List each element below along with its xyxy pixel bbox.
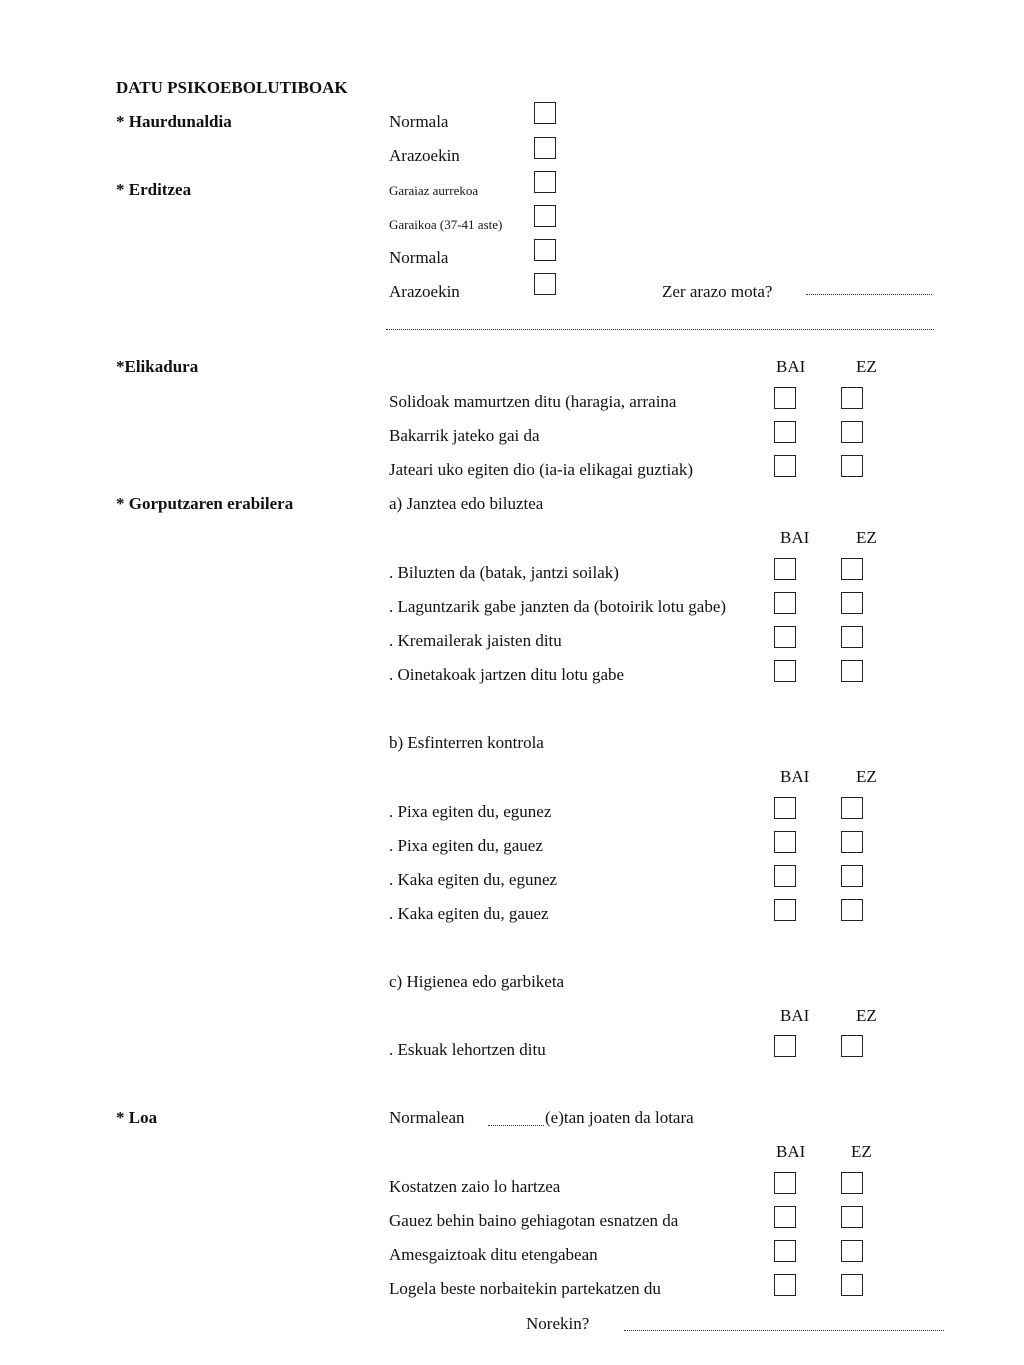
higienea-bai-header: BAI xyxy=(780,1006,810,1025)
loa-item-2-bai-checkbox[interactable] xyxy=(774,1206,796,1228)
loa-item-4-ez-checkbox[interactable] xyxy=(841,1274,863,1296)
problem-type-continuation-line[interactable] xyxy=(386,329,934,330)
loa-item-3-ez-checkbox[interactable] xyxy=(841,1240,863,1262)
elikadura-label: *Elikadura xyxy=(116,357,199,376)
esfinter-item: . Kaka egiten du, egunez xyxy=(389,870,558,889)
esfinter-item-3-bai-checkbox[interactable] xyxy=(774,865,796,887)
haurdunaldia-normala-checkbox[interactable] xyxy=(534,102,556,124)
janztea-item-3-bai-checkbox[interactable] xyxy=(774,626,796,648)
esfinter-item-1-ez-checkbox[interactable] xyxy=(841,797,863,819)
loa-item: Amesgaiztoak ditu etengabean xyxy=(389,1245,598,1264)
loa-item-2-ez-checkbox[interactable] xyxy=(841,1206,863,1228)
higienea-item-1-ez-checkbox[interactable] xyxy=(841,1035,863,1057)
esfinter-item: . Pixa egiten du, egunez xyxy=(389,802,552,821)
elikadura-item-3-ez-checkbox[interactable] xyxy=(841,455,863,477)
erditzea-garaikoa-checkbox[interactable] xyxy=(534,205,556,227)
esfinter-bai-header: BAI xyxy=(780,767,810,786)
with-whom-answer-line[interactable] xyxy=(624,1330,944,1331)
higienea-item: . Eskuak lehortzen ditu xyxy=(389,1040,546,1059)
problem-type-question: Zer arazo mota? xyxy=(662,282,773,301)
haurdunaldia-option-normala: Normala xyxy=(389,112,449,131)
loa-item: Kostatzen zaio lo hartzea xyxy=(389,1177,561,1196)
janztea-bai-header: BAI xyxy=(780,528,810,547)
elikadura-item-2-ez-checkbox[interactable] xyxy=(841,421,863,443)
erditzea-option-arazoekin: Arazoekin xyxy=(389,282,460,301)
elikadura-bai-header: BAI xyxy=(776,357,806,376)
janztea-subtitle: a) Janztea edo biluztea xyxy=(389,494,544,513)
erditzea-garaiaz-aurrekoa-checkbox[interactable] xyxy=(534,171,556,193)
janztea-item-2-ez-checkbox[interactable] xyxy=(841,592,863,614)
erditzea-option-garaikoa: Garaikoa (37-41 aste) xyxy=(389,217,503,232)
erditzea-normala-checkbox[interactable] xyxy=(534,239,556,261)
esfinter-item-4-ez-checkbox[interactable] xyxy=(841,899,863,921)
esfinter-item-3-ez-checkbox[interactable] xyxy=(841,865,863,887)
erditzea-option-garaiaz-aurrekoa: Garaiaz aurrekoa xyxy=(389,183,479,198)
page-title: DATU PSIKOEBOLUTIBOAK xyxy=(116,78,348,97)
janztea-item-1-ez-checkbox[interactable] xyxy=(841,558,863,580)
janztea-ez-header: EZ xyxy=(856,528,877,547)
problem-type-answer-line[interactable] xyxy=(806,294,932,295)
higienea-ez-header: EZ xyxy=(856,1006,877,1025)
elikadura-item: Jateari uko egiten dio (ia-ia elikagai guztiak) xyxy=(389,460,693,479)
esfinter-subtitle: b) Esfinterren kontrola xyxy=(389,733,544,752)
janztea-item-4-ez-checkbox[interactable] xyxy=(841,660,863,682)
erditzea-label: * Erditzea xyxy=(116,180,192,199)
janztea-item: . Biluzten da (batak, jantzi soilak) xyxy=(389,563,619,582)
loa-label: * Loa xyxy=(116,1108,158,1127)
loa-item-3-bai-checkbox[interactable] xyxy=(774,1240,796,1262)
esfinter-item-4-bai-checkbox[interactable] xyxy=(774,899,796,921)
loa-normally-prefix: Normalean xyxy=(389,1108,465,1127)
janztea-item-2-bai-checkbox[interactable] xyxy=(774,592,796,614)
loa-bai-header: BAI xyxy=(776,1142,806,1161)
loa-item-4-bai-checkbox[interactable] xyxy=(774,1274,796,1296)
elikadura-item-3-bai-checkbox[interactable] xyxy=(774,455,796,477)
loa-normally-suffix: (e)tan joaten da lotara xyxy=(545,1108,694,1127)
loa-item-1-ez-checkbox[interactable] xyxy=(841,1172,863,1194)
janztea-item-4-bai-checkbox[interactable] xyxy=(774,660,796,682)
elikadura-item: Solidoak mamurtzen ditu (haragia, arraina xyxy=(389,392,677,411)
bedtime-answer-line[interactable] xyxy=(488,1125,544,1126)
elikadura-ez-header: EZ xyxy=(856,357,877,376)
haurdunaldia-option-arazoekin: Arazoekin xyxy=(389,146,460,165)
janztea-item-1-bai-checkbox[interactable] xyxy=(774,558,796,580)
janztea-item: . Laguntzarik gabe janzten da (botoirik lotu gabe) xyxy=(389,597,727,616)
janztea-item: . Kremailerak jaisten ditu xyxy=(389,631,562,650)
erditzea-arazoekin-checkbox[interactable] xyxy=(534,273,556,295)
janztea-item: . Oinetakoak jartzen ditu lotu gabe xyxy=(389,665,625,684)
janztea-item-3-ez-checkbox[interactable] xyxy=(841,626,863,648)
loa-item: Logela beste norbaitekin partekatzen du xyxy=(389,1279,661,1298)
higienea-subtitle: c) Higienea edo garbiketa xyxy=(389,972,565,991)
erditzea-option-normala: Normala xyxy=(389,248,449,267)
esfinter-item: . Pixa egiten du, gauez xyxy=(389,836,543,855)
higienea-item-1-bai-checkbox[interactable] xyxy=(774,1035,796,1057)
esfinter-item-2-ez-checkbox[interactable] xyxy=(841,831,863,853)
haurdunaldia-label: * Haurdunaldia xyxy=(116,112,232,131)
loa-ez-header: EZ xyxy=(851,1142,872,1161)
elikadura-item-1-ez-checkbox[interactable] xyxy=(841,387,863,409)
elikadura-item: Bakarrik jateko gai da xyxy=(389,426,540,445)
loa-item: Gauez behin baino gehiagotan esnatzen da xyxy=(389,1211,679,1230)
esfinter-item-2-bai-checkbox[interactable] xyxy=(774,831,796,853)
elikadura-item-2-bai-checkbox[interactable] xyxy=(774,421,796,443)
elikadura-item-1-bai-checkbox[interactable] xyxy=(774,387,796,409)
with-whom-question: Norekin? xyxy=(526,1314,590,1333)
esfinter-item: . Kaka egiten du, gauez xyxy=(389,904,549,923)
esfinter-ez-header: EZ xyxy=(856,767,877,786)
loa-item-1-bai-checkbox[interactable] xyxy=(774,1172,796,1194)
haurdunaldia-arazoekin-checkbox[interactable] xyxy=(534,137,556,159)
esfinter-item-1-bai-checkbox[interactable] xyxy=(774,797,796,819)
gorputza-label: * Gorputzaren erabilera xyxy=(116,494,294,513)
